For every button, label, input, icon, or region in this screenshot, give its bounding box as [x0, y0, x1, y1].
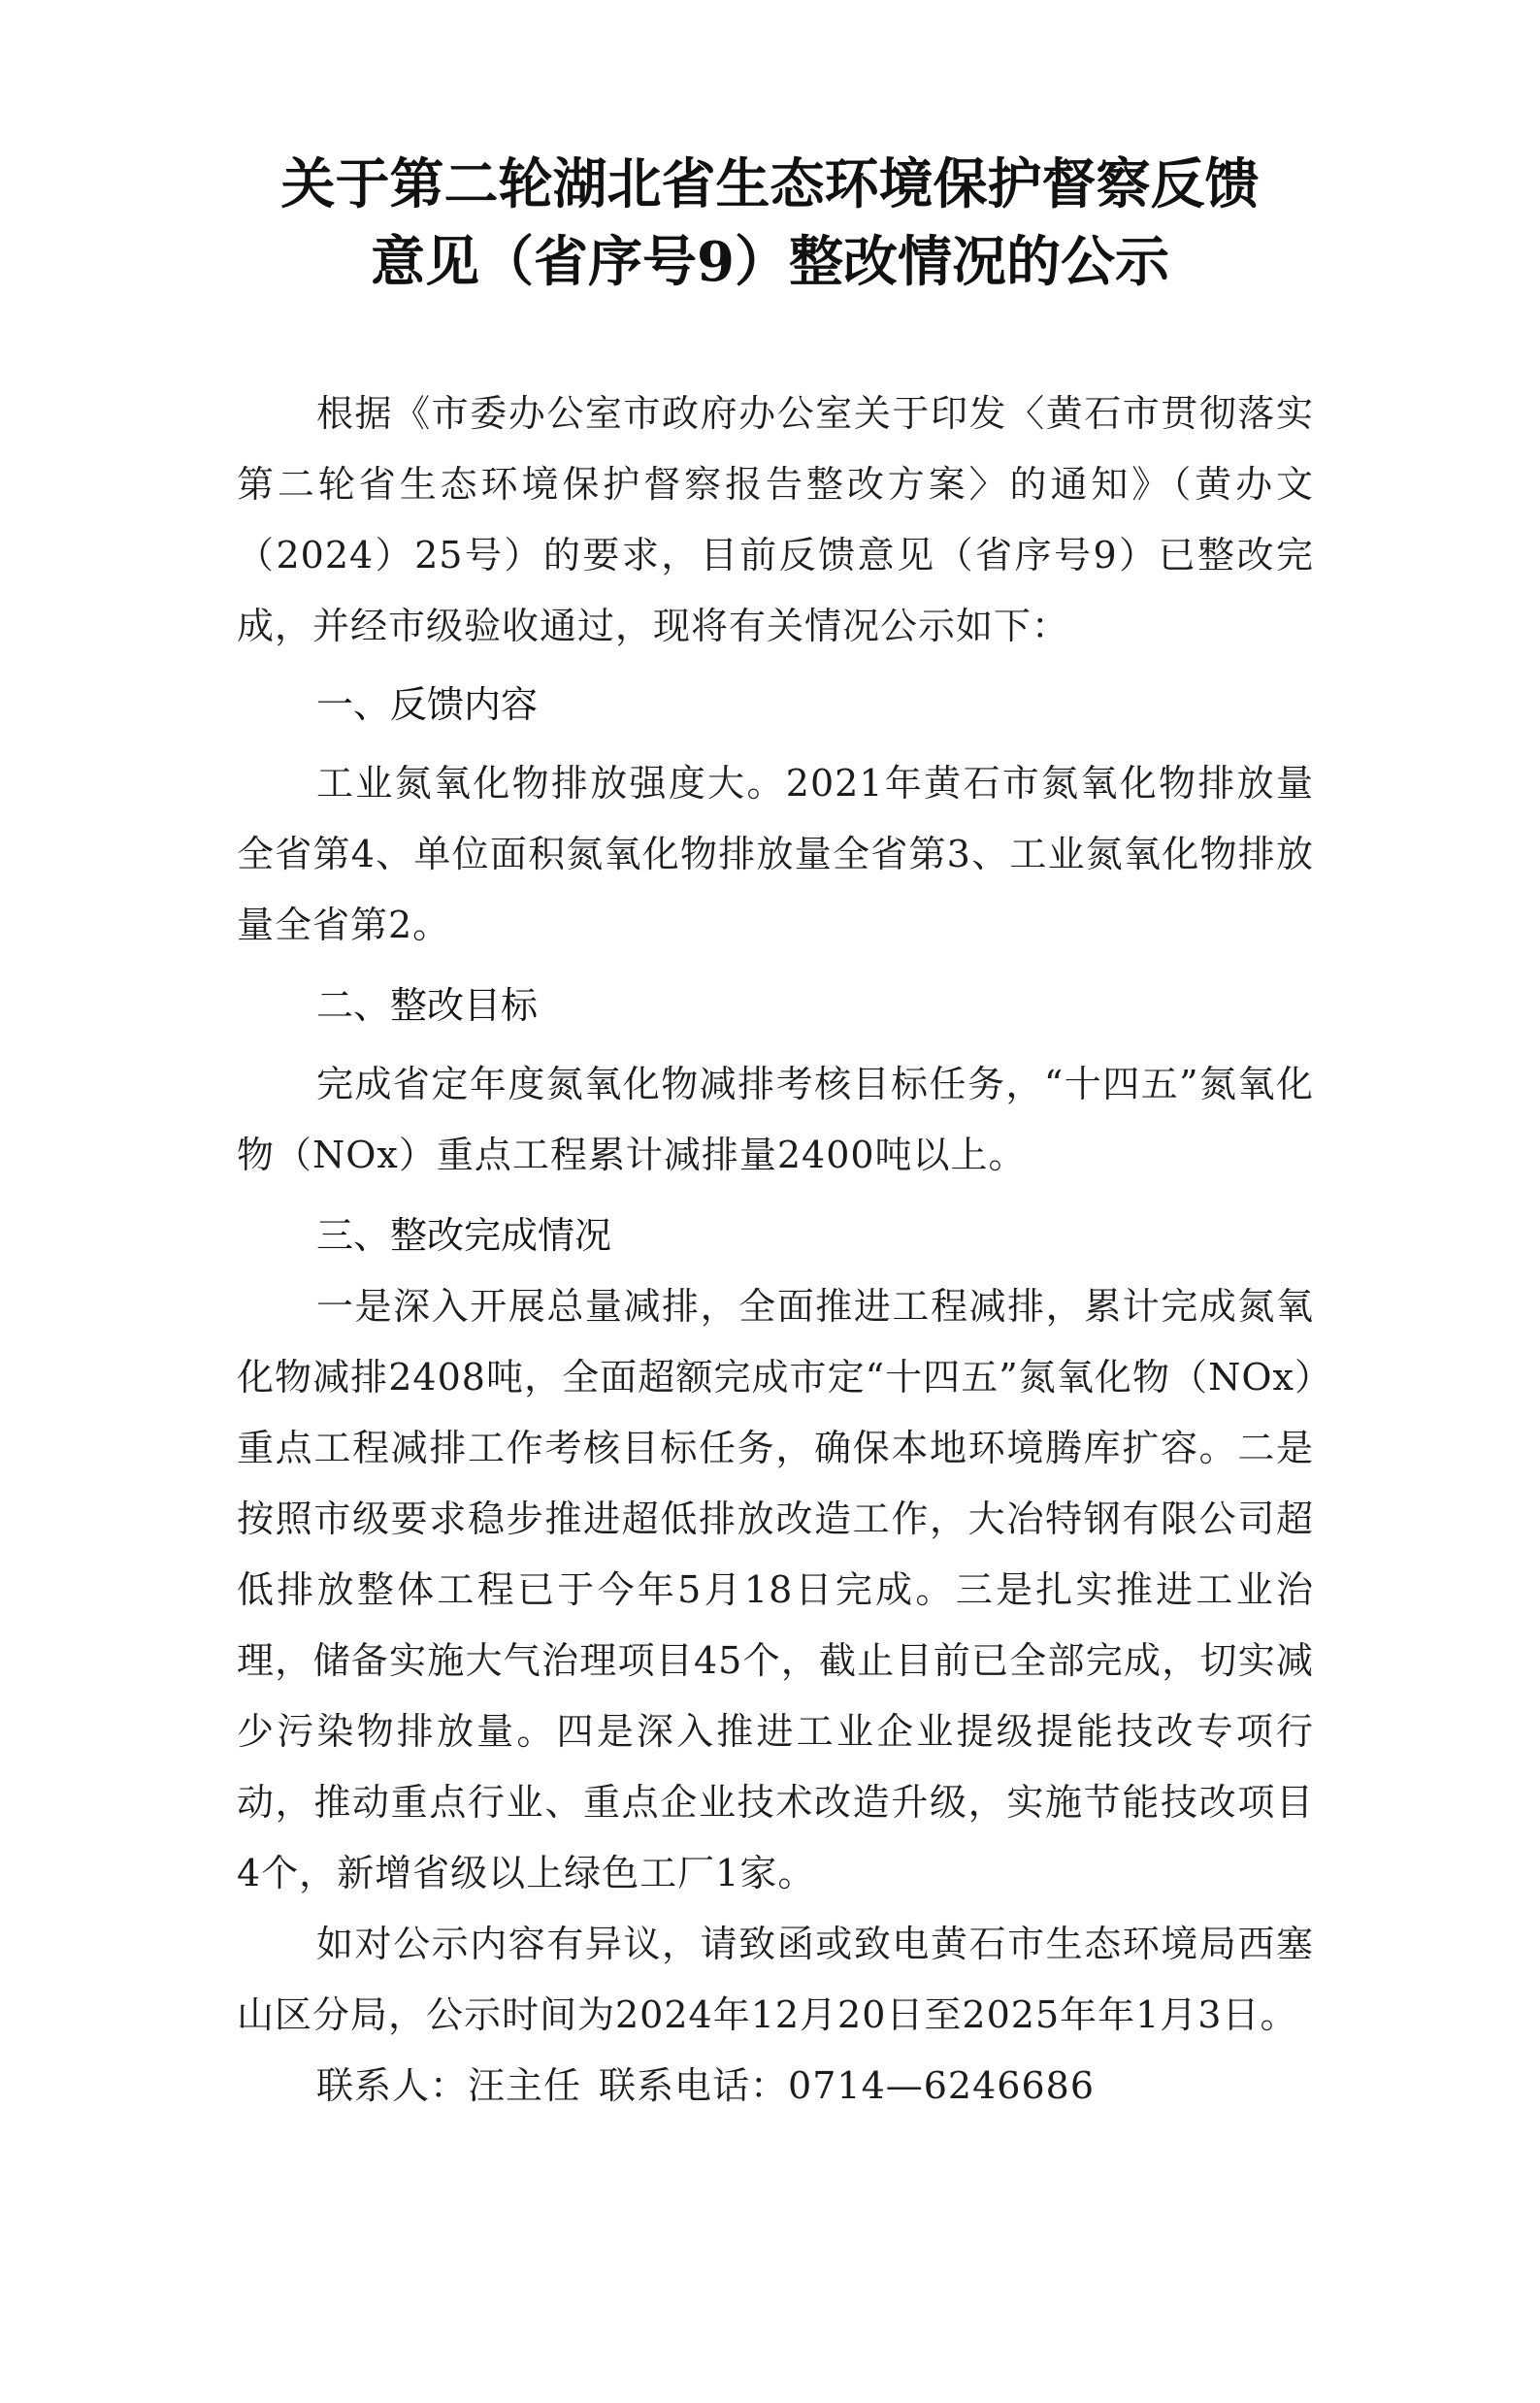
- title-line-2: 意见（省序号9）整改情况的公示: [371, 230, 1169, 294]
- contact-phone: 0714—6246686: [788, 2064, 1095, 2107]
- section-heading-feedback: 一、反馈内容: [316, 683, 539, 726]
- section-text-target: 完成省定年度氮氧化物减排考核目标任务，“十四五”氮氧化物（NOx）重点工程累计减排量2400吨以上。: [237, 1063, 1314, 1176]
- section-heading-completion: 三、整改完成情况: [316, 1214, 612, 1257]
- document-body: [237, 379, 1314, 2122]
- section-text-completion: 一是深入开展总量减排，全面推进工程减排，累计完成氮氧化物减排2408吨，全面超额完成市定“十四五”氮氧化物（NOx）重点工程减排工作考核目标任务，确保本地环境腾库扩容。二是按照市级要求稳步推进超低排放改造工作，大冶特钢有限公司超低排放整体工程已于今年5月18日完成。三是扎实推进工业治理，储备实施大气治理项目45个，截止目前已全部完成，切实减少污染物排放量。四是深入推进工业企业提级提能技改专项行动，推动重点行业、重点企业技术改造升级，实施节能技改项目4个，新增省级以上绿色工厂1家。: [237, 1285, 1314, 1894]
- title-line-1: 关于第二轮湖北省生态环境保护督察反馈: [280, 152, 1260, 216]
- section-text-feedback: 工业氮氧化物排放强度大。2021年黄石市氮氧化物排放量全省第4、单位面积氮氧化物排放量全省第3、工业氮氧化物排放量全省第2。: [237, 762, 1314, 946]
- contact-line: [237, 2051, 1314, 2122]
- intro-paragraph: 根据《市委办公室市政府办公室关于印发〈黄石市贯彻落实第二轮省生态环境保护督察报告整改方案〉的通知》（黄办文（2024）25号）的要求，目前反馈意见（省序号9）已整改完成，并经市级验收通过，现将有关情况公示如下：: [237, 392, 1314, 647]
- contact-phone-label: 联系电话：: [599, 2064, 789, 2107]
- closing-paragraph: 如对公示内容有异议，请致函或致电黄石市生态环境局西塞山区分局，公示时间为2024年12月20日至2025年年1月3日。: [237, 1923, 1314, 2036]
- document-title: [146, 146, 1394, 301]
- contact-person-label: 联系人：: [316, 2064, 469, 2107]
- contact-person: 汪主任: [468, 2064, 582, 2107]
- section-heading-target: 二、整改目标: [316, 984, 539, 1027]
